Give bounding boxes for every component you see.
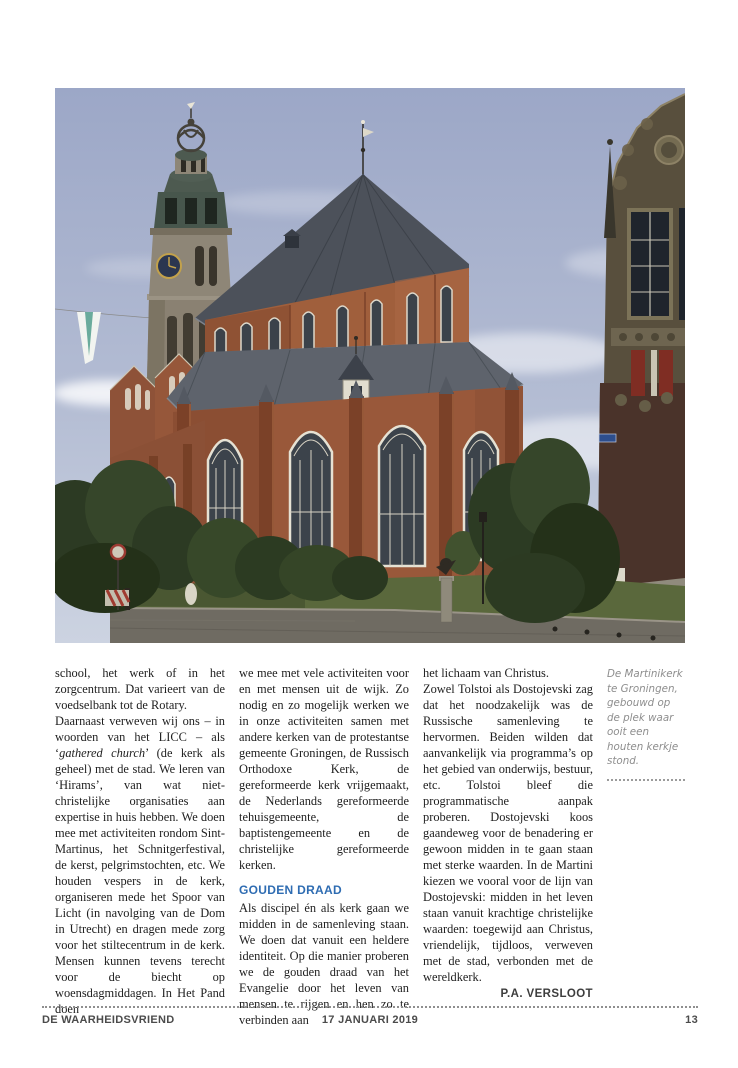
article-paragraph: Daarnaast verweven wij ons – in woorden van het LICC – als ‘gathered church’ (de kerk als geheel) met de stad. We leren van ‘Hirams’, van wat niet-christelijke organisaties aan expertise in huis hebben. We doen mee met activiteiten rondom Sint-Martinus, het Schnitgerfestival, de kerst, pelgrimstochten, etc. We houden vespers in de kerk, organiseren mede het Spoor van Licht (in navolging van de Dom in Utrecht) en dragen mede zorg voor het stiltecentrum in de kerk. Mensen kunnen tevens terecht voor de biecht op woensdagmiddagen. In Het Pand doen	[55, 714, 225, 1016]
article-paragraph: Zowel Tolstoi als Dostojevski zag dat het noodzakelijk was de Russische samenleving te hervormen. Beiden wilden dat aanvankelijk via programma’s op het gebied van onderwijs, bestuur, etc. Tolstoi bleef die programmatische aanpak proberen. Dostojevski koos gaandeweg voor de benadering er gewoon midden in te gaan staan met sterke waarden. In de Martini kiezen we vooral voor de lijn van Dostojevski: midden in het leven staan vanuit krachtige christelijke waarden: toegewijd aan Christus, vriendelijk, tijdloos, verweven met de stad, verbonden met de wereldkerk.	[423, 682, 593, 984]
caption-dotted-rule	[607, 779, 685, 781]
page-footer	[42, 1006, 698, 1026]
article-body	[55, 665, 685, 1028]
author-byline: P.A. VERSLOOT	[500, 988, 593, 1000]
article-paragraph: Als discipel én als kerk gaan we midden in de samenleving staan. We doen dat vanuit een heldere identiteit. Op die manier proberen we de gouden draad van het Evangelie door het leven van mensen te rijgen en hen zo te verbinden aan	[239, 901, 409, 1027]
church-photo-illustration	[55, 88, 685, 643]
photo-caption	[607, 665, 685, 1028]
article-photo	[55, 88, 685, 643]
article-paragraph: we mee met vele activiteiten voor en met mensen uit de wijk. Zo nodig en zo mogelijk werken we in onze activiteiten samen met andere kerken van de protestantse gemeente Groningen, de Russisch Orthodoxe Kerk, de gereformeerde kerk vrijgemaakt, de Nederlands gereformeerde tehuisgemeente, de baptistengemeente en de christelijke gereformeerde kerken.	[239, 666, 409, 872]
article-column-2	[239, 665, 409, 1028]
photo-caption-text: De Martinikerk te Groningen, gebouwd op de plek waar ooit een houten kerkje stond.	[607, 668, 683, 767]
street-name-sign	[599, 434, 616, 442]
footer-date: 17 JANUARI 2019	[321, 1014, 419, 1026]
footer-page-number: 13	[685, 1014, 698, 1026]
traffic-sign	[111, 545, 125, 559]
lamp-post	[479, 512, 487, 522]
article-paragraph: school, het werk of in het zorgcentrum. Dat varieert van de voedselbank tot de Rotary.	[55, 666, 225, 712]
footer-row	[42, 1008, 698, 1026]
article-paragraph: het lichaam van Christus.	[423, 666, 549, 680]
footer-publication: DE WAARHEIDSVRIEND	[42, 1014, 175, 1026]
white-statue	[185, 583, 197, 605]
article-column-3	[423, 665, 593, 1028]
section-heading: GOUDEN DRAAD	[239, 883, 342, 897]
article-column-1	[55, 665, 225, 1028]
